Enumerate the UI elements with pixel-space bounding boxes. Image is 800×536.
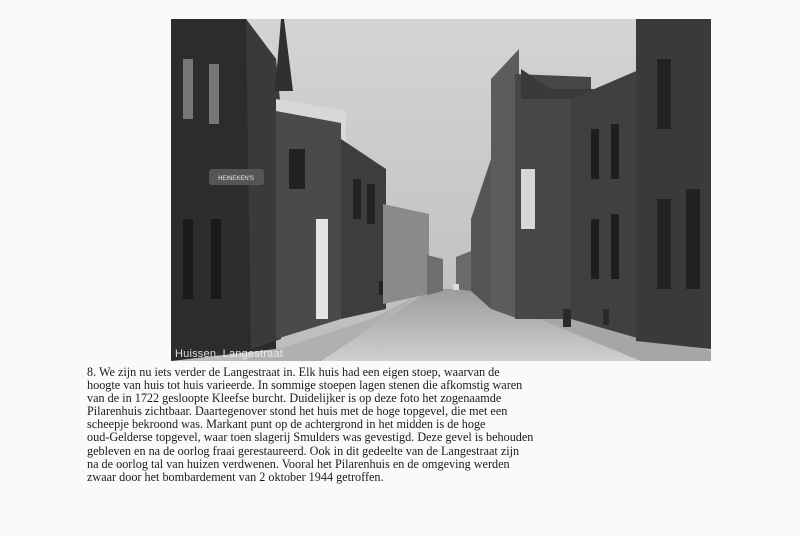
text-line: zwaar door het bombardement van 2 oktober 1944 getroffen. [87, 469, 384, 484]
text-line: van de in 1722 gesloopte Kleefse burcht. Duidelijker is op deze foto het zogenaamde [87, 391, 502, 406]
text-line: 8. We zijn nu iets verder de Langestraat in. Elk huis had een eigen stoep, waarvan de [87, 365, 500, 379]
text-line: oud-Gelderse topgevel, waar toen slagerij Smulders was gevestigd. Deze gevel is behouden [87, 430, 534, 445]
text-line: gebleven en na de oorlog fraai gerestaureerd. Ook in dit gedeelte van de Langestraat zijn [87, 443, 520, 458]
street-photo [171, 19, 711, 361]
text-line: Pilarenhuis zichtbaar. Daartegenover stond het huis met de hoge topgevel, die met een [87, 404, 508, 419]
text-line: na de oorlog tal van huizen verdwenen. Vooral het Pilarenhuis en de omgeving werden [87, 456, 510, 471]
text-line: scheepje bekroond was. Markant punt op de achtergrond in het midden is de hoge [87, 417, 486, 432]
text-line: hoogte van huis tot huis varieerde. In sommige stoepen lagen stenen die afkomstig waren [87, 378, 523, 393]
street-scene-illustration [171, 19, 711, 361]
photo-caption: Huissen, Langestraat [175, 348, 283, 360]
caption-paragraph [87, 366, 577, 484]
shop-sign: HEINEKEN'S [218, 176, 254, 182]
